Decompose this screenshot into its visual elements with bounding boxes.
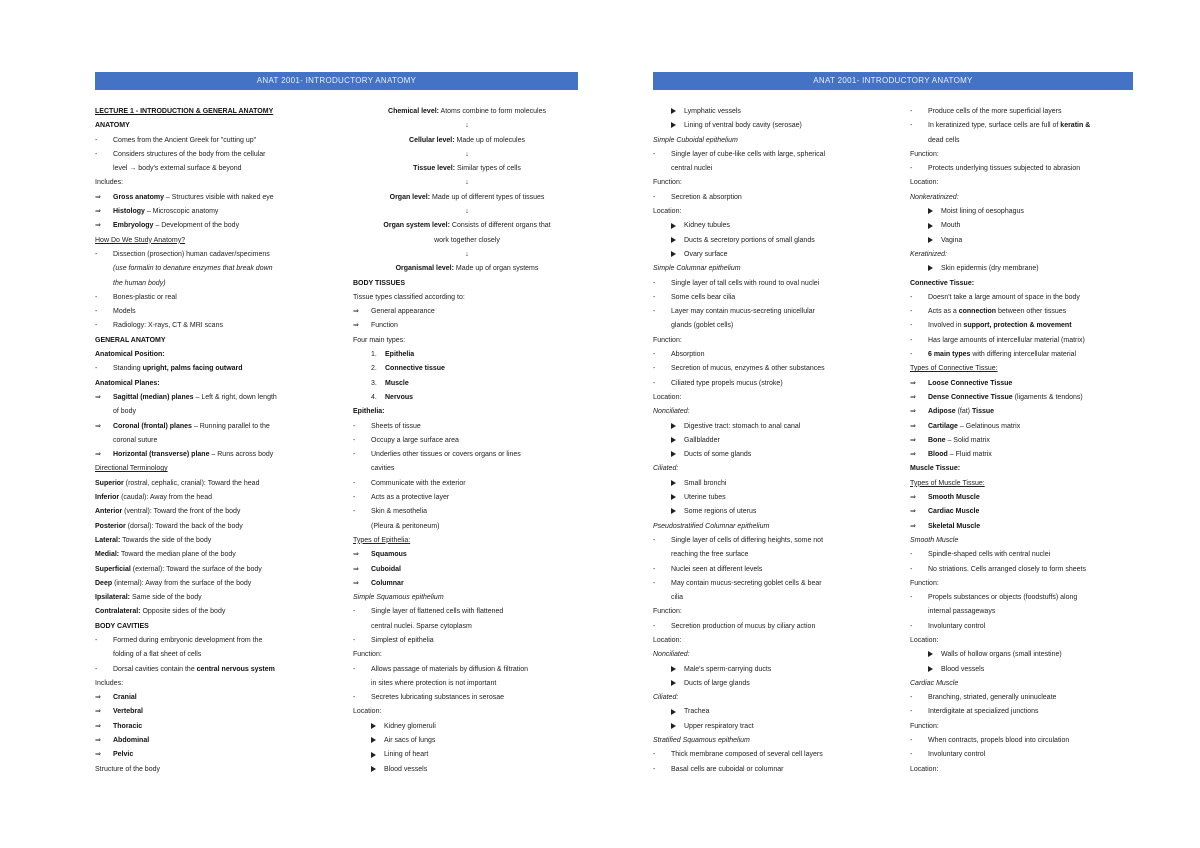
bullet-line: - Involuntary control <box>910 622 986 630</box>
bullet-line: - Bones-plastic or real <box>95 293 177 301</box>
bullet-cont: cavities <box>371 465 395 473</box>
subheading: Smooth Muscle <box>910 536 959 544</box>
header-banner-right: ANAT 2001- INTRODUCTORY ANATOMY <box>653 72 1133 90</box>
arrow-item: ⇒ Sagittal (median) planes – Left & right, down length <box>95 391 335 405</box>
triangle-bullet-icon <box>671 437 676 443</box>
arrow-item: ⇒ Horizontal (transverse) plane – Runs across body <box>95 448 335 462</box>
section-heading: ANATOMY <box>95 122 130 130</box>
bullet-line: - Acts as a connection between other tissues <box>910 308 1067 316</box>
numbered-item: 3. Muscle <box>371 379 409 387</box>
arrow-item: ⇒ Histology – Microscopic anatomy <box>95 205 335 219</box>
bullet-line: - Protects underlying tissues subjected to abrasion <box>910 165 1081 173</box>
text-line: Includes: <box>95 179 124 187</box>
bullet-line: - Underlies other tissues or covers organs or lines <box>353 451 521 459</box>
bullet-line: - Involved in support, protection & movement <box>910 322 1072 330</box>
triangle-bullet-icon <box>671 223 676 229</box>
triangle-item: Upper respiratory tract <box>653 720 893 734</box>
triangle-bullet-icon <box>671 666 676 672</box>
arrow-icon: ⇒ <box>910 379 916 387</box>
bullet-line: - Radiology: X-rays, CT & MRI scans <box>95 322 223 330</box>
section-heading: Connective Tissue: <box>910 279 975 287</box>
triangle-item: Blood vessels <box>910 663 1142 677</box>
section-heading: BODY CAVITIES <box>95 622 149 630</box>
bullet-cont: level → body's external surface & beyond <box>113 165 242 173</box>
triangle-bullet-icon <box>671 723 676 729</box>
triangle-item: Ovary surface <box>653 248 893 262</box>
arrow-item: ⇒ Coronal (frontal) planes – Running parallel to the <box>95 420 335 434</box>
triangle-item: Kidney tubules <box>653 219 893 233</box>
bullet-line: - Single layer of cells of differing heights, some not <box>653 536 824 544</box>
text-line: Structure of the body <box>95 765 160 773</box>
bullet-line: - May contain mucus-secreting goblet cells & bear <box>653 579 822 587</box>
triangle-item: Lining of heart <box>353 748 581 762</box>
arrow-item: ⇒ Cuboidal <box>353 563 581 577</box>
arrow-icon: ⇒ <box>910 408 916 416</box>
numbered-item: 4. Nervous <box>371 393 414 401</box>
text-line: Function: <box>653 336 682 344</box>
term-line: Contralateral: Opposite sides of the body <box>95 608 226 616</box>
term-line: Inferior (caudal): Away from the head <box>95 494 212 502</box>
level-line: Cellular level: Made up of molecules <box>409 136 525 144</box>
arrow-item: ⇒ Loose Connective Tissue <box>910 377 1142 391</box>
arrow-item: ⇒ Cranial <box>95 691 335 705</box>
arrow-item: ⇒ Cartilage – Gelatinous matrix <box>910 420 1142 434</box>
subheading: Nonciliated: <box>653 408 690 416</box>
text-line: Location: <box>910 636 939 644</box>
bullet-line: - Dorsal cavities contain the central nervous system <box>95 665 275 673</box>
subheading: Simple Cuboidal epithelium <box>653 136 738 144</box>
subheading: Simple Squamous epithelium <box>353 594 444 602</box>
triangle-item: Lymphatic vessels <box>653 105 893 119</box>
bullet-cont: (use formalin to denature enzymes that break down <box>113 265 273 273</box>
triangle-item: Male's sperm-carrying ducts <box>653 663 893 677</box>
section-heading: BODY TISSUES <box>353 279 405 287</box>
down-arrow-icon: ↓ <box>465 208 469 216</box>
subheading: Directional Terminology <box>95 465 168 473</box>
triangle-bullet-icon <box>671 237 676 243</box>
arrow-item: ⇒ Bone – Solid matrix <box>910 434 1142 448</box>
bullet-line: - Has large amounts of intercellular material (matrix) <box>910 336 1085 344</box>
bullet-line: - Sheets of tissue <box>353 422 421 430</box>
arrow-item: ⇒ Blood – Fluid matrix <box>910 448 1142 462</box>
column-2 <box>353 105 581 777</box>
bullet-line: - When contracts, propels blood into circulation <box>910 737 1070 745</box>
triangle-item: Trachea <box>653 705 893 719</box>
term-line: Anterior (ventral): Toward the front of the body <box>95 508 241 516</box>
bullet-cont: reaching the free surface <box>671 551 749 559</box>
triangle-bullet-icon <box>671 451 676 457</box>
triangle-bullet-icon <box>671 480 676 486</box>
triangle-bullet-icon <box>371 737 376 743</box>
bullet-line: - Interdigitate at specialized junctions <box>910 708 1039 716</box>
triangle-bullet-icon <box>371 723 376 729</box>
text-line: Location: <box>653 393 682 401</box>
bullet-line: - Spindle-shaped cells with central nuclei <box>910 551 1051 559</box>
arrow-item: ⇒ Abdominal <box>95 734 335 748</box>
arrow-item: ⇒ Columnar <box>353 577 581 591</box>
term-line: Superficial (external): Toward the surface of the body <box>95 565 262 573</box>
subheading: Ciliated: <box>653 694 679 702</box>
subheading: Types of Epithelia: <box>353 536 411 544</box>
bullet-line: - Some cells bear cilia <box>653 293 736 301</box>
section-heading: GENERAL ANATOMY <box>95 336 166 344</box>
triangle-item: Mouth <box>910 219 1142 233</box>
level-line: Tissue level: Similar types of cells <box>413 165 521 173</box>
triangle-item: Uterine tubes <box>653 491 893 505</box>
arrow-item: ⇒ Adipose (fat) Tissue <box>910 405 1142 419</box>
triangle-item: Skin epidermis (dry membrane) <box>910 262 1142 276</box>
bullet-line: - Considers structures of the body from the cellular <box>95 150 266 158</box>
triangle-item: Some regions of uterus <box>653 505 893 519</box>
bullet-cont: in sites where protection is not important <box>371 679 497 687</box>
text-line: Tissue types classified according to: <box>353 293 465 301</box>
arrow-item: ⇒ Squamous <box>353 548 581 562</box>
arrow-icon: ⇒ <box>95 751 101 759</box>
bullet-cont: (Pleura & peritoneum) <box>371 522 440 530</box>
column-4 <box>910 105 1142 777</box>
arrow-icon: ⇒ <box>910 393 916 401</box>
triangle-item: Kidney glomeruli <box>353 720 581 734</box>
level-line: Organ level: Made up of different types of tissues <box>389 193 545 201</box>
subheading: How Do We Study Anatomy? <box>95 236 186 244</box>
subheading: Types of Muscle Tissue: <box>910 479 985 487</box>
triangle-item: Ducts of some glands <box>653 448 893 462</box>
bullet-line: - Skin & mesothelia <box>353 508 428 516</box>
triangle-bullet-icon <box>928 666 933 672</box>
arrow-icon: ⇒ <box>95 694 101 702</box>
triangle-bullet-icon <box>928 223 933 229</box>
bullet-line: - Occupy a large surface area <box>353 436 459 444</box>
text-line: Location: <box>353 708 382 716</box>
bullet-line: - Allows passage of materials by diffusion & filtration <box>353 665 529 673</box>
bullet-cont: coronal suture <box>113 436 158 444</box>
bullet-line: - Acts as a protective layer <box>353 494 450 502</box>
arrow-icon: ⇒ <box>910 522 916 530</box>
arrow-item: ⇒ Cardiac Muscle <box>910 505 1142 519</box>
text-line: Location: <box>653 636 682 644</box>
bullet-line: - Nuclei seen at different levels <box>653 565 763 573</box>
column-1 <box>95 105 335 777</box>
triangle-item: Gallbladder <box>653 434 893 448</box>
triangle-bullet-icon <box>671 122 676 128</box>
bullet-line: - Comes from the Ancient Greek for "cutting up" <box>95 136 257 144</box>
text-line: Location: <box>653 208 682 216</box>
triangle-bullet-icon <box>371 752 376 758</box>
triangle-bullet-icon <box>928 237 933 243</box>
arrow-icon: ⇒ <box>353 322 359 330</box>
arrow-icon: ⇒ <box>910 451 916 459</box>
down-arrow-icon: ↓ <box>465 179 469 187</box>
text-line: Function: <box>910 579 939 587</box>
bullet-line: - Communicate with the exterior <box>353 479 466 487</box>
bullet-line: - Absorption <box>653 351 705 359</box>
term-line: Medial: Toward the median plane of the body <box>95 551 236 559</box>
level-line: Chemical level: Atoms combine to form molecules <box>388 108 546 115</box>
bullet-line: - 6 main types with differing intercellular material <box>910 351 1077 359</box>
bullet-line: - Single layer of cube-like cells with large, spherical <box>653 150 826 158</box>
subheading: Stratified Squamous epithelium <box>653 737 750 745</box>
triangle-bullet-icon <box>371 766 376 772</box>
arrow-icon: ⇒ <box>353 551 359 559</box>
bullet-cont: central nuclei <box>671 165 713 173</box>
text-line: Four main types: <box>353 336 406 344</box>
arrow-item: ⇒ General appearance <box>353 305 581 319</box>
text-line: Includes: <box>95 679 124 687</box>
term-line: Deep (internal): Away from the surface of the body <box>95 579 252 587</box>
arrow-icon: ⇒ <box>95 451 101 459</box>
arrow-item: ⇒ Function <box>353 319 581 333</box>
triangle-item: Lining of ventral body cavity (serosae) <box>653 119 893 133</box>
triangle-bullet-icon <box>671 423 676 429</box>
bullet-line: - Branching, striated, generally uninucleate <box>910 694 1057 702</box>
term-line: Superior (rostral, cephalic, cranial): Toward the head <box>95 479 260 487</box>
header-banner-left: ANAT 2001- INTRODUCTORY ANATOMY <box>95 72 578 90</box>
bullet-line: - Propels substances or objects (foodstuffs) along <box>910 594 1078 602</box>
triangle-bullet-icon <box>671 251 676 257</box>
arrow-item: ⇒ Thoracic <box>95 720 335 734</box>
bullet-cont: folding of a flat sheet of cells <box>113 651 202 659</box>
bullet-line: - Models <box>95 308 136 316</box>
right-page <box>600 0 1200 848</box>
subheading: Anatomical Position: <box>95 351 165 359</box>
arrow-item: ⇒ Smooth Muscle <box>910 491 1142 505</box>
bullet-line: - Secretes lubricating substances in serosae <box>353 694 505 702</box>
arrow-item: ⇒ Skeletal Muscle <box>910 520 1142 534</box>
bullet-cont: cilia <box>671 594 684 602</box>
triangle-item: Ducts & secretory portions of small glands <box>653 234 893 248</box>
section-heading: Muscle Tissue: <box>910 465 961 473</box>
arrow-item: ⇒ Embryology – Development of the body <box>95 219 335 233</box>
bullet-line: - Ciliated type propels mucus (stroke) <box>653 379 783 387</box>
arrow-icon: ⇒ <box>910 494 916 502</box>
bullet-line: - Secretion & absorption <box>653 193 742 201</box>
triangle-item: Walls of hollow organs (small intestine) <box>910 648 1142 662</box>
level-line-cont: work together closely <box>434 236 500 244</box>
bullet-line: - Standing upright, palms facing outward <box>95 365 243 373</box>
arrow-icon: ⇒ <box>910 422 916 430</box>
bullet-line: - No striations. Cells arranged closely to form sheets <box>910 565 1086 573</box>
bullet-line: - Single layer of tall cells with round to oval nuclei <box>653 279 820 287</box>
bullet-line: - Single layer of flattened cells with flattened <box>353 608 504 616</box>
subheading: Nonkeratinized: <box>910 193 959 201</box>
numbered-item: 2. Connective tissue <box>371 365 445 373</box>
triangle-bullet-icon <box>928 651 933 657</box>
text-line: Location: <box>910 179 939 187</box>
subheading: Keratinized: <box>910 250 947 258</box>
arrow-icon: ⇒ <box>95 193 101 201</box>
level-line: Organ system level: Consists of different organs that <box>383 222 551 230</box>
triangle-item: Digestive tract: stomach to anal canal <box>653 420 893 434</box>
subheading: Pseudostratified Columnar epithelium <box>653 522 770 530</box>
bullet-cont: dead cells <box>928 136 960 144</box>
bullet-line: - Involuntary control <box>910 751 986 759</box>
column-3 <box>653 105 893 777</box>
bullet-cont: of body <box>113 408 136 416</box>
bullet-cont: central nuclei. Sparse cytoplasm <box>371 622 472 630</box>
bullet-line: - Doesn't take a large amount of space in the body <box>910 293 1080 301</box>
triangle-bullet-icon <box>928 265 933 271</box>
triangle-bullet-icon <box>671 494 676 500</box>
arrow-item: ⇒ Pelvic <box>95 748 335 762</box>
bullet-line: - In keratinized type, surface cells are full of keratin & <box>910 122 1091 130</box>
text-line: Location: <box>910 765 939 773</box>
bullet-line: - Thick membrane composed of several cell layers <box>653 751 823 759</box>
bullet-line: - Simplest of epithelia <box>353 636 434 644</box>
subheading: Ciliated: <box>653 465 679 473</box>
term-line: Posterior (dorsal): Toward the back of the body <box>95 522 243 530</box>
triangle-item: Ducts of large glands <box>653 677 893 691</box>
triangle-item: Blood vessels <box>353 763 581 777</box>
term-line: Lateral: Towards the side of the body <box>95 536 212 544</box>
arrow-icon: ⇒ <box>910 508 916 516</box>
text-line: Function: <box>910 722 939 730</box>
subheading: Anatomical Planes: <box>95 379 160 387</box>
bullet-cont: glands (goblet cells) <box>671 322 734 330</box>
down-arrow-icon: ↓ <box>465 150 469 158</box>
bullet-line: - Secretion production of mucus by ciliary action <box>653 622 816 630</box>
down-arrow-icon: ↓ <box>465 122 469 130</box>
arrow-icon: ⇒ <box>95 722 101 730</box>
triangle-item: Vagina <box>910 234 1142 248</box>
term-line: Ipsilateral: Same side of the body <box>95 594 202 602</box>
arrow-item: ⇒ Gross anatomy – Structures visible with naked eye <box>95 191 335 205</box>
subheading: Epithelia: <box>353 408 385 416</box>
triangle-bullet-icon <box>671 709 676 715</box>
bullet-line: - Formed during embryonic development from the <box>95 636 263 644</box>
triangle-item: Air sacs of lungs <box>353 734 581 748</box>
subheading: Cardiac Muscle <box>910 679 959 687</box>
text-line: Function: <box>353 651 382 659</box>
lecture-title: LECTURE 1 - INTRODUCTION & GENERAL ANATOMY <box>95 108 274 115</box>
arrow-icon: ⇒ <box>95 222 101 230</box>
arrow-item: ⇒ Vertebral <box>95 705 335 719</box>
arrow-icon: ⇒ <box>95 708 101 716</box>
bullet-line: - Layer may contain mucus-secreting unicellular <box>653 308 815 316</box>
bullet-cont: internal passageways <box>928 608 996 616</box>
arrow-icon: ⇒ <box>95 208 101 216</box>
text-line: Function: <box>910 150 939 158</box>
bullet-line: - Secretion of mucus, enzymes & other substances <box>653 365 825 373</box>
arrow-icon: ⇒ <box>353 308 359 316</box>
arrow-icon: ⇒ <box>95 737 101 745</box>
arrow-icon: ⇒ <box>95 422 101 430</box>
triangle-bullet-icon <box>671 108 676 114</box>
triangle-item: Small bronchi <box>653 477 893 491</box>
subheading: Simple Columnar epithelium <box>653 265 741 273</box>
bullet-cont: the human body) <box>113 279 166 287</box>
down-arrow-icon: ↓ <box>465 250 469 258</box>
subheading: Types of Connective Tissue: <box>910 365 998 373</box>
level-line: Organismal level: Made up of organ systems <box>395 265 539 273</box>
arrow-icon: ⇒ <box>95 393 101 401</box>
triangle-bullet-icon <box>671 508 676 514</box>
subheading: Nonciliated: <box>653 651 690 659</box>
bullet-line: - Dissection (prosection) human cadaver/specimens <box>95 250 270 258</box>
bullet-line: - Produce cells of the more superficial layers <box>910 108 1062 115</box>
arrow-icon: ⇒ <box>353 565 359 573</box>
triangle-item: Moist lining of oesophagus <box>910 205 1142 219</box>
arrow-item: ⇒ Dense Connective Tissue (ligaments & tendons) <box>910 391 1142 405</box>
numbered-item: 1. Epithelia <box>371 351 415 359</box>
text-line: Function: <box>653 608 682 616</box>
arrow-icon: ⇒ <box>353 579 359 587</box>
triangle-bullet-icon <box>928 208 933 214</box>
text-line: Function: <box>653 179 682 187</box>
arrow-icon: ⇒ <box>910 436 916 444</box>
triangle-bullet-icon <box>671 680 676 686</box>
bullet-line: - Basal cells are cuboidal or columnar <box>653 765 784 773</box>
